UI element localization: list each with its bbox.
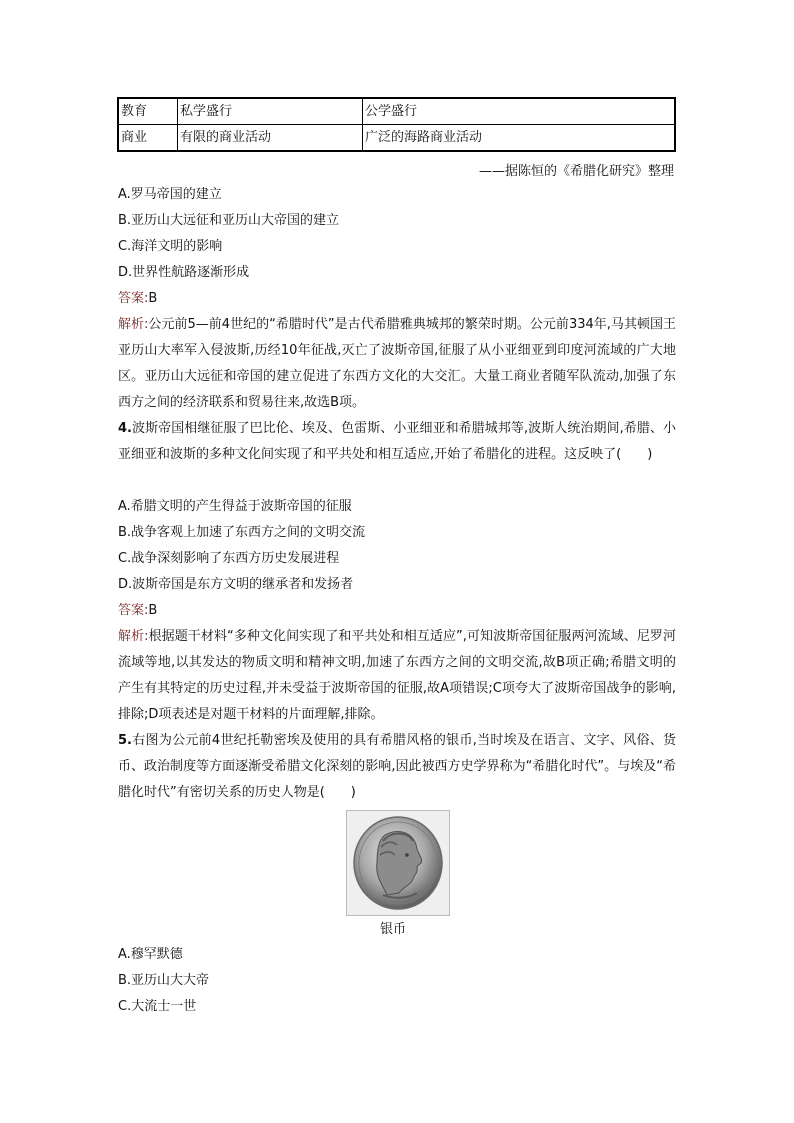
q3-option-c: C.海洋文明的影响 [118, 239, 223, 254]
question-text: 波斯帝国相继征服了巴比伦、埃及、色雷斯、小亚细亚和希腊城邦等,波斯人统治期间,希腊、小亚细亚和波斯的多种文化间实现了和平共处和相互适应,开始了希腊化的进程。这反映了( ) [118, 421, 676, 462]
table-cell: 广泛的海路商业活动 [363, 125, 676, 152]
explain-text: 公元前5—前4世纪的“希腊时代”是古代希腊雅典城邦的繁荣时期。公元前334年,马其顿国王亚历山大率军入侵波斯,历经10年征战,灭亡了波斯帝国,征服了从小亚细亚到印度河流域的广大地区。亚历山大远征和帝国的建立促进了东西方文化的大交汇。大量工商业者随军队流动,加强了东西方之间的经济联系和贸易往来,故选B项。 [118, 317, 676, 410]
answer-label: 答案: [118, 291, 149, 306]
question-text: 右图为公元前4世纪托勒密埃及使用的具有希腊风格的银币,当时埃及在语言、文字、风俗、货币、政治制度等方面逐渐受希腊文化深刻的影响,因此被西方史学界称为“希腊化时代”。与埃及“希腊化时代”有密切关系的历史人物是( ) [118, 733, 676, 800]
q3-option-d: D.世界性航路逐渐形成 [118, 265, 250, 280]
q3-option-a: A.罗马帝国的建立 [118, 187, 222, 202]
q5-option-c: C.大流士一世 [118, 999, 197, 1014]
table-cell: 私学盛行 [178, 98, 363, 125]
answer-value: B [148, 603, 158, 618]
table-cell: 商业 [118, 125, 178, 152]
question-number: 5. [118, 733, 132, 748]
q3-explanation [118, 312, 676, 416]
explain-label: 解析: [118, 317, 149, 332]
comparison-table [117, 97, 676, 152]
q5-option-a: A.穆罕默德 [118, 947, 183, 962]
table-row [118, 98, 675, 125]
table-cell: 有限的商业活动 [178, 125, 363, 152]
table-row [118, 125, 675, 152]
image-caption: 银币 [380, 922, 407, 937]
explain-label: 解析: [118, 629, 149, 644]
q4-option-d: D.波斯帝国是东方文明的继承者和发扬者 [118, 577, 354, 592]
q4-option-b: B.战争客观上加速了东西方之间的文明交流 [118, 525, 366, 540]
silver-coin-image [346, 810, 450, 916]
table-cell: 公学盛行 [363, 98, 676, 125]
question-number: 4. [118, 421, 132, 436]
q4-stem [118, 416, 676, 468]
q3-option-b: B.亚历山大远征和亚历山大帝国的建立 [118, 213, 340, 228]
q4-explanation [118, 624, 676, 728]
table-cell: 教育 [118, 98, 178, 125]
q4-option-c: C.战争深刻影响了东西方历史发展进程 [118, 551, 340, 566]
answer-value: B [148, 291, 158, 306]
answer-label: 答案: [118, 603, 149, 618]
q3-answer [118, 286, 157, 312]
q4-answer [118, 598, 157, 624]
explain-text: 根据题干材料“多种文化间实现了和平共处和相互适应”,可知波斯帝国征服两河流域、尼罗河流域等地,以其发达的物质文明和精神文明,加速了东西方之间的文明交流,故B项正确;希腊文明的产生有其特定的历史过程,并未受益于波斯帝国的征服,故A项错误;C项夸大了波斯帝国战争的影响,排除;D项表述是对题干材料的片面理解,排除。 [118, 629, 676, 722]
table-source: ——据陈恒的《希腊化研究》整理 [478, 164, 674, 179]
q4-option-a: A.希腊文明的产生得益于波斯帝国的征服 [118, 499, 352, 514]
coin-icon [347, 811, 449, 915]
q5-stem [118, 728, 676, 806]
q5-option-b: B.亚历山大大帝 [118, 973, 210, 988]
